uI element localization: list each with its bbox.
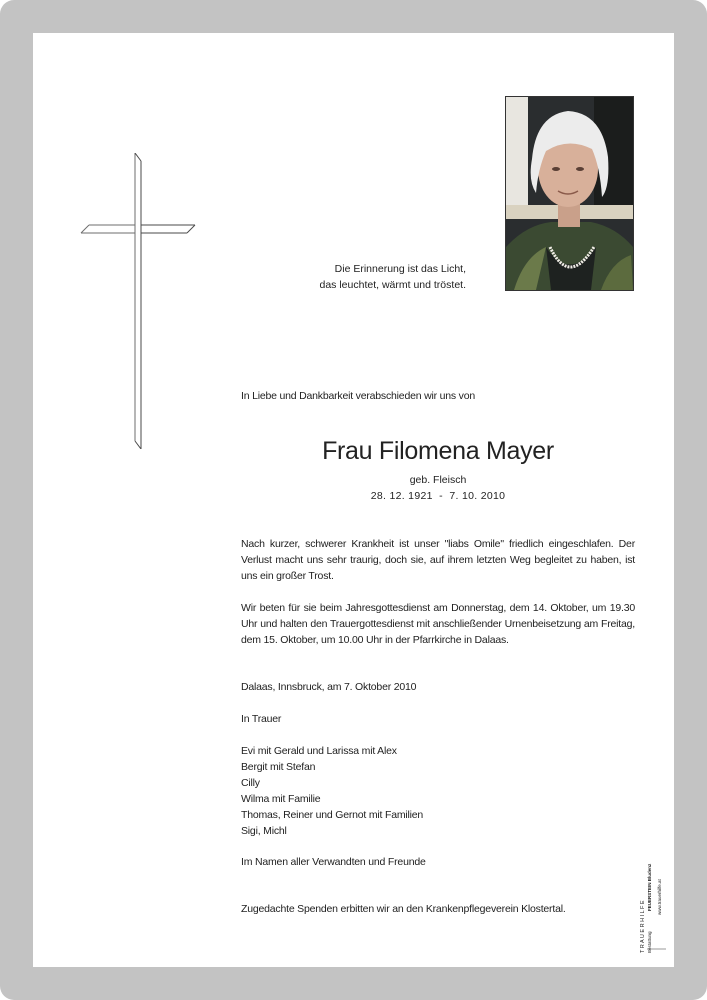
mourners-list <box>241 743 635 839</box>
mourner-item: Sigi, Michl <box>241 825 287 837</box>
paragraph-service: Wir beten für sie beim Jahresgottesdienst am Donnerstag, dem 14. Oktober, um 19.30 Uhr und halten den Trauergottesdienst mit anschließender Urnenbeisetzung am Freitag, dem 15. Oktober, um 10.00 Uhr in der Pfarrkirche in Dalaas. <box>241 602 635 646</box>
mourner-item: Cilly <box>241 777 260 789</box>
portrait-photo <box>505 96 634 291</box>
mourner-item: Thomas, Reiner und Gernot mit Familien <box>241 809 424 821</box>
funeral-home-logo <box>637 855 667 955</box>
mourner-item: Evi mit Gerald und Larissa mit Alex <box>241 745 397 757</box>
logo-company: FEUERSTEIN Bludenz <box>647 863 652 911</box>
deceased-name: Frau Filomena Mayer <box>322 437 554 465</box>
in-mourning-label: In Trauer <box>241 713 282 725</box>
logo-website: www.trauerhilfe.at <box>657 879 662 915</box>
relatives-line: Im Namen aller Verwandten und Freunde <box>241 856 426 868</box>
donation-note: Zugedachte Spenden erbitten wir an den Krankenpflegeverein Klostertal. <box>241 903 566 915</box>
memorial-quote <box>266 261 466 293</box>
mourner-item: Wilma mit Familie <box>241 793 321 805</box>
intro-text: In Liebe und Dankbarkeit verabschieden wir uns von <box>241 390 475 402</box>
place-date: Dalaas, Innsbruck, am 7. Oktober 2010 <box>241 681 417 693</box>
cross-icon <box>79 153 199 449</box>
paragraph-passing: Nach kurzer, schwerer Krankheit ist unser "liabs Omile" friedlich eingeschlafen. Der Verlust macht uns sehr traurig, doch sie, auf ihrem letzten Weg begleitet zu haben, ist uns ein großer Trost. <box>241 538 635 582</box>
quote-line-2: das leuchtet, wärmt und tröstet. <box>319 279 466 291</box>
life-dates: 28. 12. 1921 - 7. 10. 2010 <box>370 490 506 502</box>
mourner-item: Bergit mit Stefan <box>241 761 316 773</box>
maiden-name: geb. Fleisch <box>409 474 467 486</box>
portrait-image <box>506 97 633 290</box>
logo-subtitle: Bestattung <box>647 931 652 953</box>
quote-line-1: Die Erinnerung ist das Licht, <box>334 263 466 275</box>
logo-brand: T R A U E R H I L F E <box>640 900 646 953</box>
